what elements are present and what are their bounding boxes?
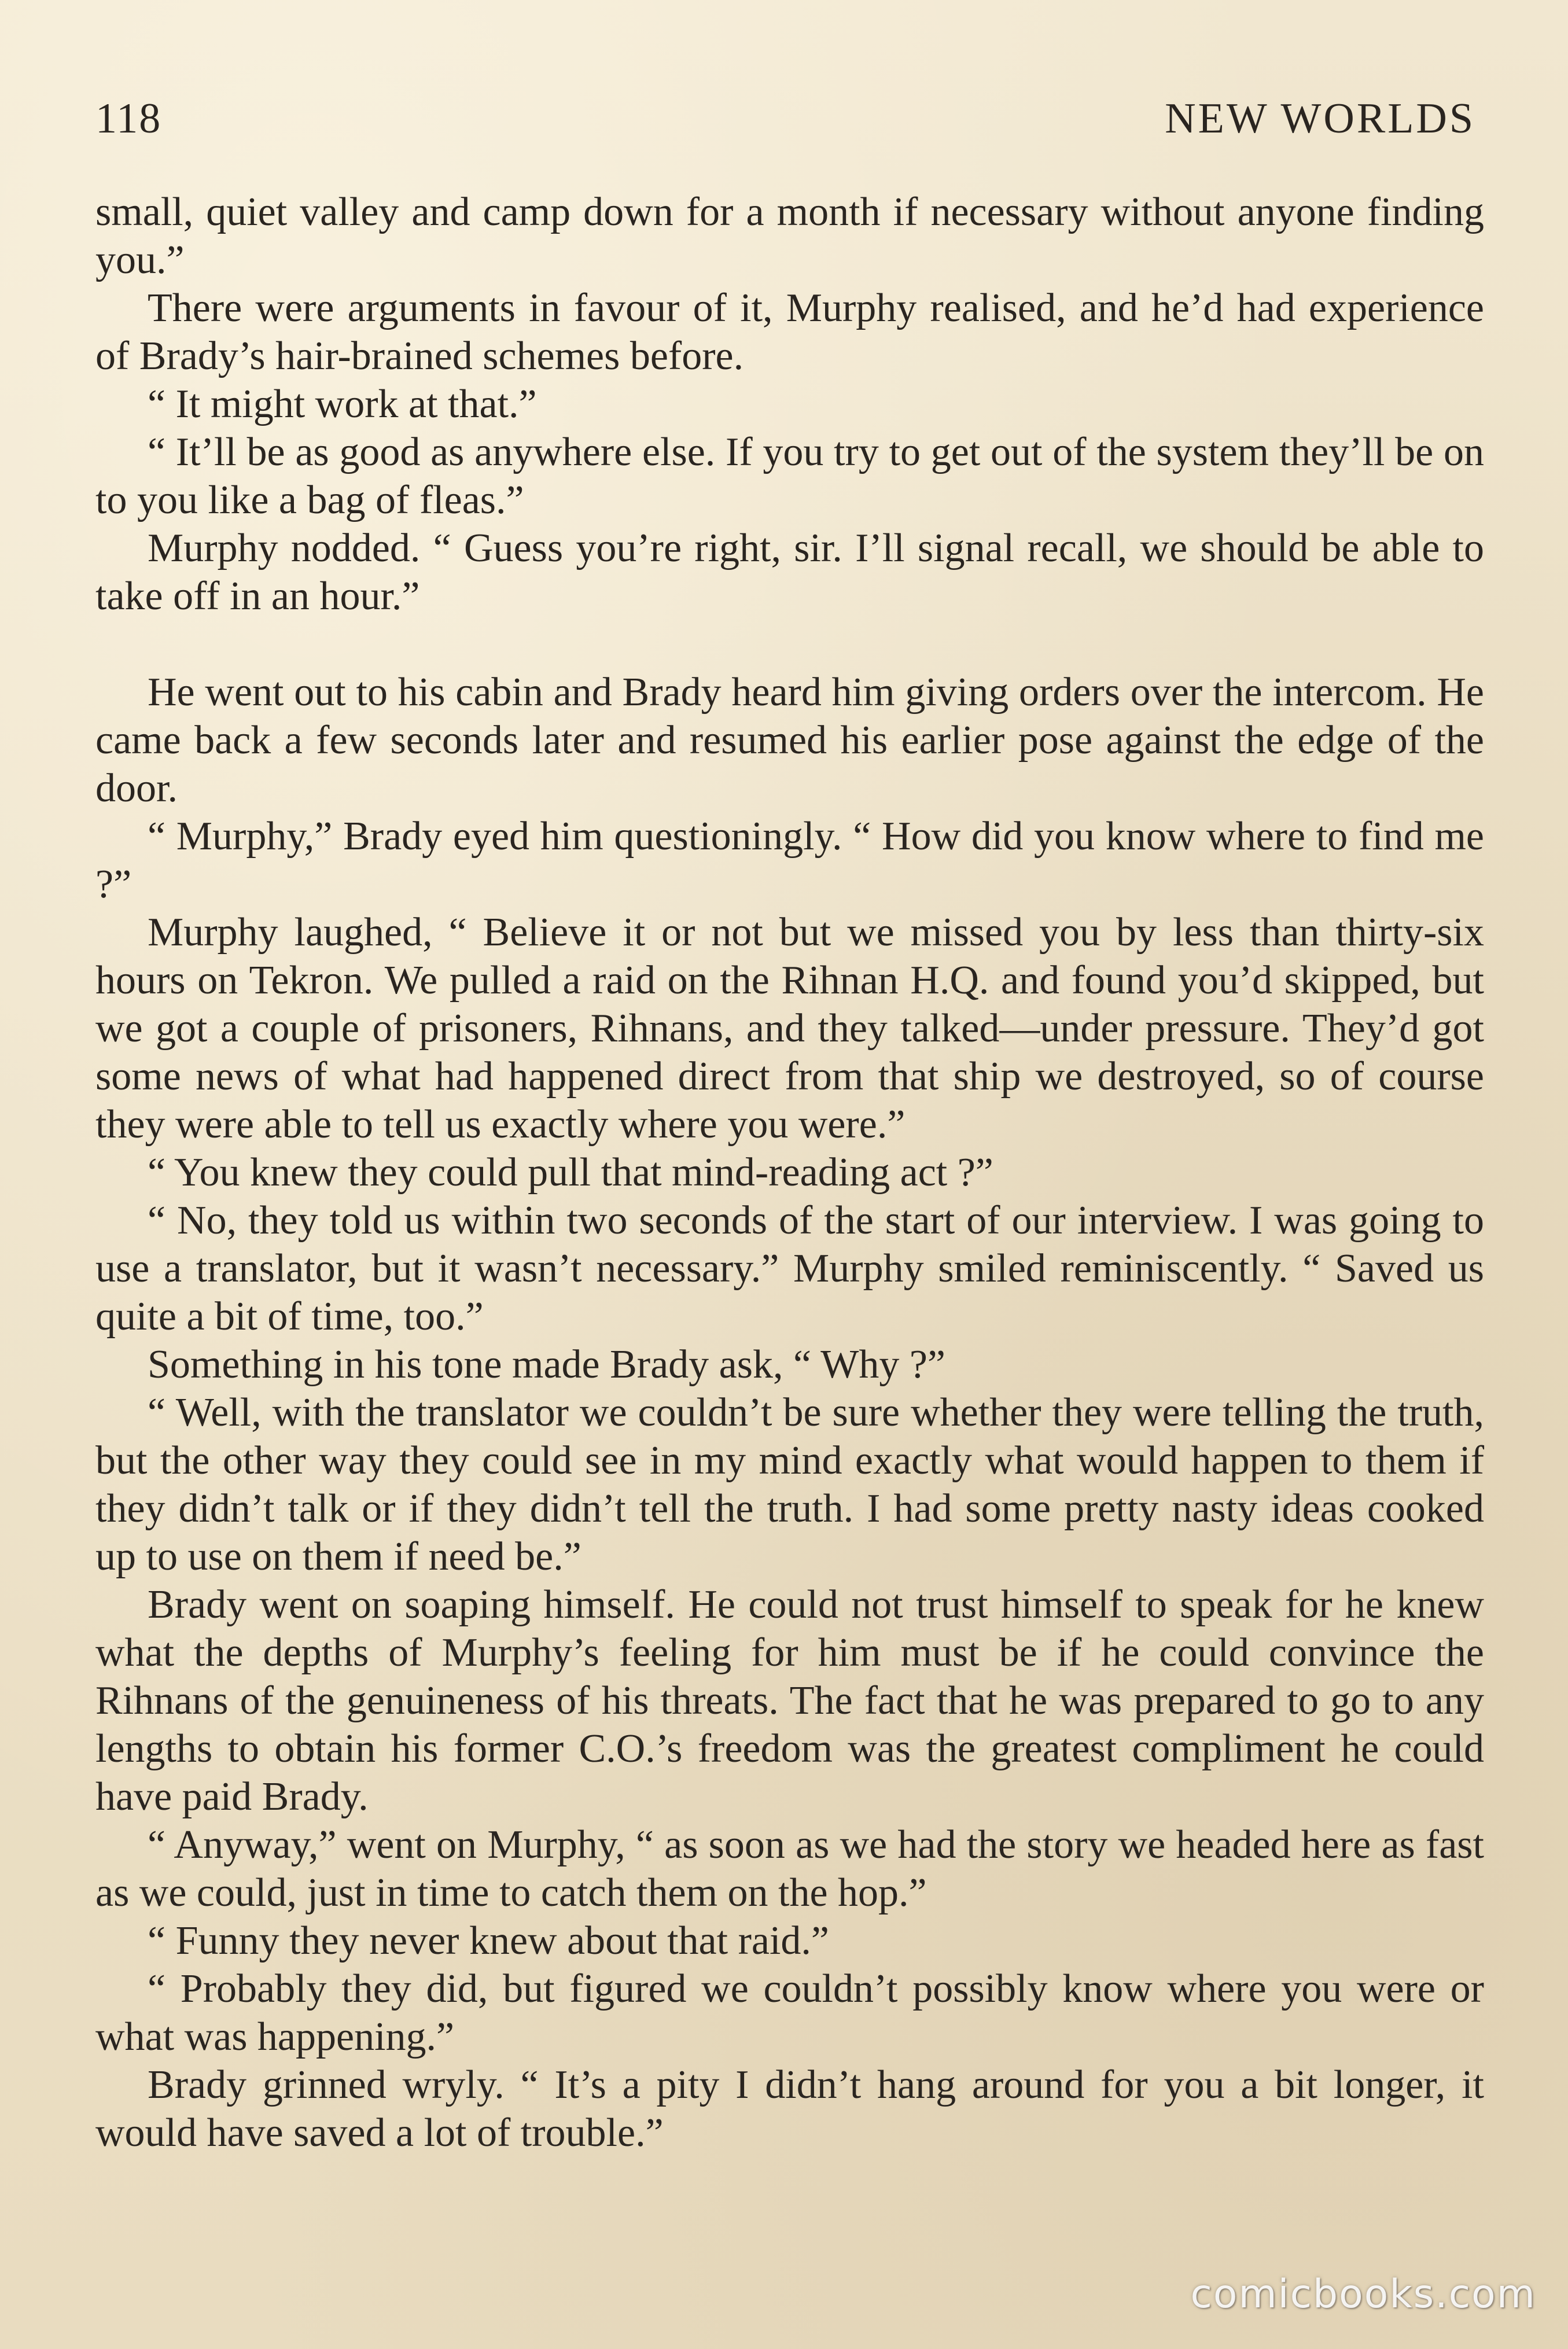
paragraph: small, quiet valley and camp down for a month if necessary without anyone finding you.” [95, 190, 1484, 282]
paragraph: Murphy laughed, “ Believe it or not but we missed you by less than thirty-six hours on Tekron. We pulled a raid on the Rihnan H.Q. and found you’d skipped, but we got a couple of prisoners, Rihnans, and they talked—under pressure. They’d got some news of what had happened direct from that ship we destroyed, so of course they were able to tell us exactly where you were.” [95, 910, 1484, 1147]
running-title: NEW WORLDS [1165, 95, 1475, 142]
paragraph: “ Well, with the translator we couldn’t be sure whether they were telling the truth, but the other way they could see in my mind exactly what would happen to them if they didn’t talk or if they didn’t tell the truth. I had some pretty nasty ideas cooked up to use on them if need be.” [95, 1390, 1484, 1579]
paragraph: “ Anyway,” went on Murphy, “ as soon as we had the story we headed here as fast as we could, just in time to catch them on the hop.” [95, 1823, 1484, 1915]
paragraph: “ No, they told us within two seconds of the start of our interview. I was going to use a translator, but it wasn’t necessary.” Murphy smiled reminiscently. “ Saved us quite a bit of time, too.” [95, 1198, 1484, 1339]
paragraph: He went out to his cabin and Brady heard him giving orders over the intercom. He came back a few seconds later and resumed his earlier pose against the edge of the door. [95, 670, 1484, 811]
paragraph: “ Probably they did, but figured we couldn’t possibly know where you were or what was happening.” [95, 1967, 1484, 2059]
running-head [95, 87, 1475, 150]
paragraph: “ It might work at that.” [148, 382, 537, 426]
paragraph: There were arguments in favour of it, Murphy realised, and he’d had experience of Brady’s hair-brained schemes before. [95, 286, 1484, 378]
paragraph: “ It’ll be as good as anywhere else. If you try to get out of the system they’ll be on to you like a bag of fleas.” [95, 430, 1484, 522]
paragraph: “ Funny they never knew about that raid.” [148, 1919, 829, 1963]
paragraph: Something in his tone made Brady ask, “ Why ?” [148, 1342, 945, 1387]
paragraph: “ Murphy,” Brady eyed him questioningly. “ How did you know where to find me ?” [95, 814, 1484, 907]
page-number: 118 [95, 95, 162, 142]
paragraph: Murphy nodded. “ Guess you’re right, sir. I’ll signal recall, we should be able to take off in an hour.” [95, 526, 1484, 618]
body-text [95, 188, 1484, 2157]
paragraph: “ You knew they could pull that mind-reading act ?” [148, 1150, 993, 1195]
watermark: comicbooks.com [1190, 2271, 1536, 2317]
paragraph: Brady grinned wryly. “ It’s a pity I didn’t hang around for you a bit longer, it would have saved a lot of trouble.” [95, 2063, 1484, 2155]
paragraph: Brady went on soaping himself. He could not trust himself to speak for he knew what the depths of Murphy’s feeling for him must be if he could convince the Rihnans of the genuineness of his threats. The fact that he was prepared to go to any lengths to obtain his former C.O.’s freedom was the greatest compliment he could have paid Brady. [95, 1582, 1484, 1819]
